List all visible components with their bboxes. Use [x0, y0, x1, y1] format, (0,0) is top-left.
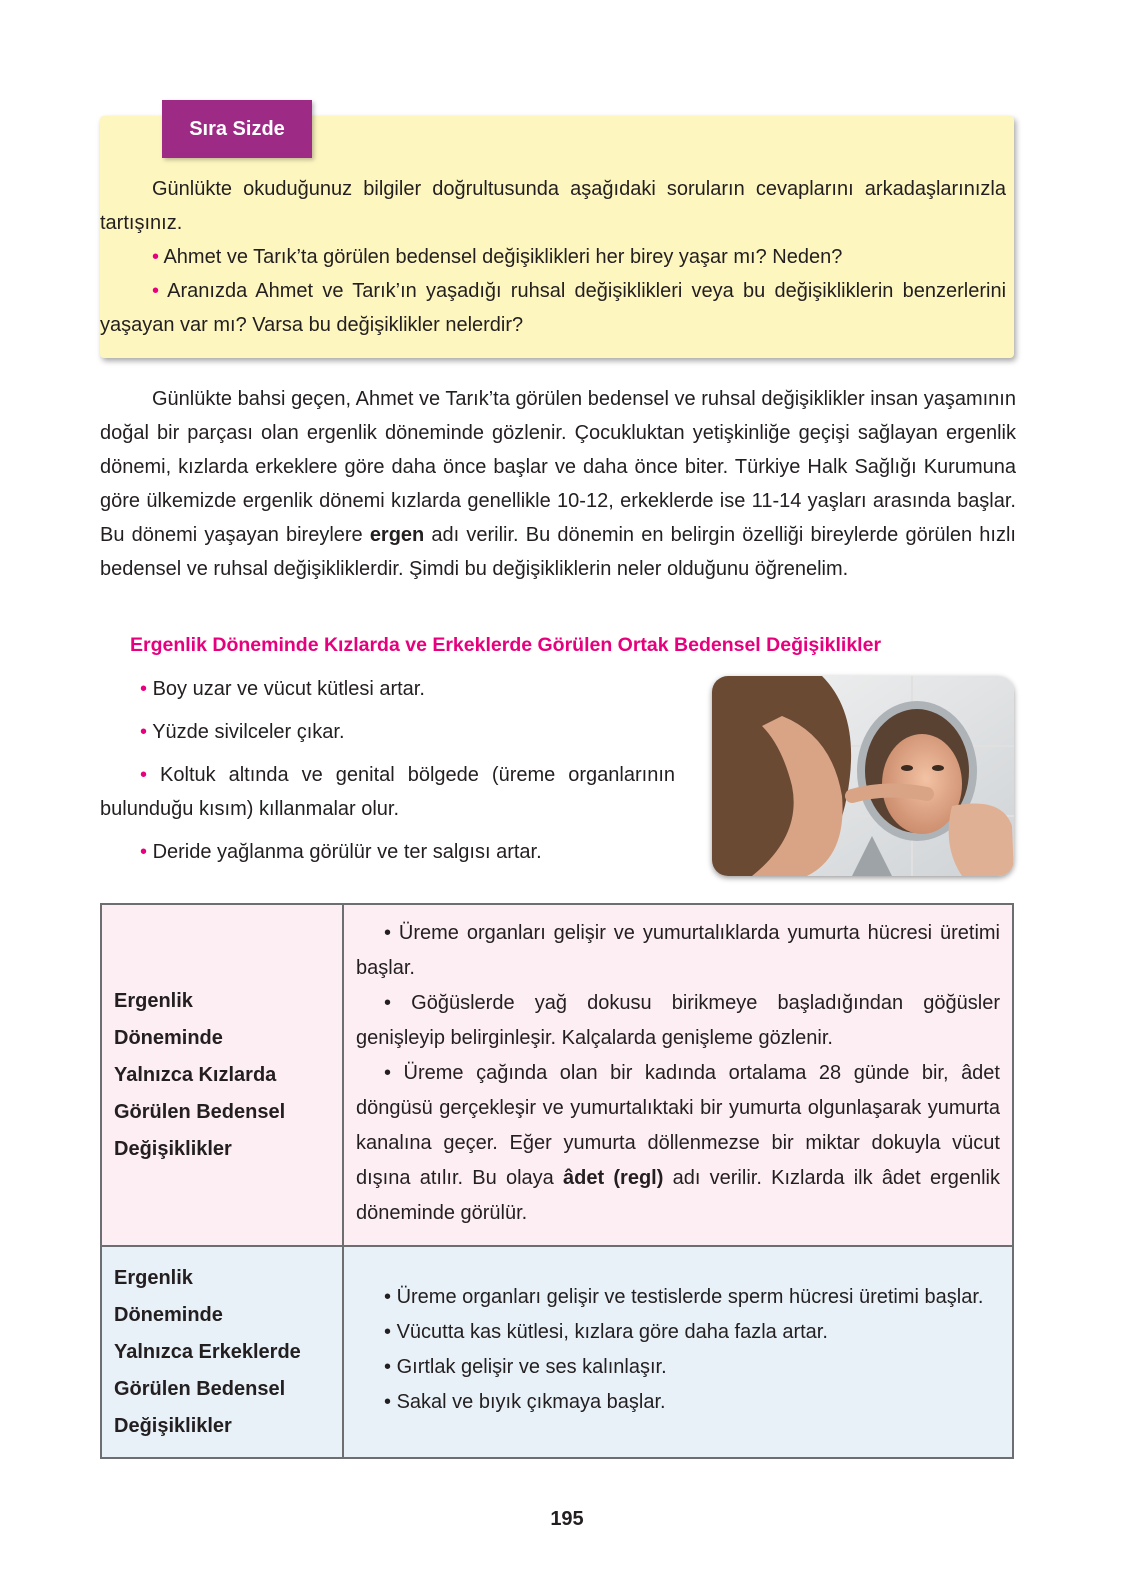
bullet-icon: • — [140, 764, 148, 786]
list-item: • Yüzde sivilceler çıkar. — [140, 721, 345, 743]
bullet-icon: • — [384, 1321, 392, 1343]
list-item: • Koltuk altında ve genital bölgede (üreme organlarının bulunduğu kısım) kıllanmalar olur. — [100, 764, 675, 820]
section-heading: Ergenlik Döneminde Kızlarda ve Erkeklerde Görülen Ortak Bedensel Değişiklikler — [130, 634, 882, 656]
boys-header-cell: Ergenlik Döneminde Yalnızca Erkeklerde Görülen Bedensel Değişiklikler — [101, 1246, 343, 1458]
sira-sizde-question-2: • Aranızda Ahmet ve Tarık’ın yaşadığı ruhsal değişiklikleri veya bu değişikliklerin benzerlerini yaşayan var mı? Varsa bu değişiklikler nelerdir? — [100, 280, 1007, 336]
sira-sizde-question-1: • Ahmet ve Tarık’ta görülen bedensel değişiklikleri her birey yaşar mı? Neden? — [152, 246, 843, 268]
list-item: • Üreme organları gelişir ve yumurtalıklarda yumurta hücresi üretimi başlar. — [356, 921, 1000, 979]
bold-term-adet: âdet (regl) — [563, 1166, 664, 1189]
sira-sizde-intro: Günlükte okuduğunuz bilgiler doğrultusunda aşağıdaki soruların cevaplarını arkadaşlarınızla tartışınız. — [100, 178, 1006, 234]
bullet-icon: • — [384, 1061, 392, 1084]
boys-content-cell — [343, 1246, 1013, 1458]
list-item: • Boy uzar ve vücut kütlesi artar. — [140, 678, 425, 700]
list-item: • Üreme çağında olan bir kadında ortalama 28 günde bir, âdet döngüsü gerçekleşir ve yumurtalıktaki bir yumurta olgunlaşarak yumurta kanalına geçer. Eğer yumurta döllenmezse bir miktar dokuyla vücut dışına atılır. Bu olaya âdet (regl) adı verilir. Kızlarda ilk âdet ergenlik döneminde görülür. — [356, 1061, 1001, 1224]
list-item: • Üreme organları gelişir ve testislerde sperm hücresi üretimi başlar. — [384, 1286, 984, 1308]
table-row-girls — [101, 904, 1013, 1246]
girls-header-cell: Ergenlik Döneminde Yalnızca Kızlarda Görülen Bedensel Değişiklikler — [101, 904, 343, 1246]
mirror-photo — [712, 676, 1014, 876]
common-changes-list — [100, 672, 675, 878]
sira-sizde-title: Sıra Sizde — [162, 100, 312, 158]
bullet-icon: • — [384, 1356, 392, 1378]
bullet-icon: • — [384, 991, 392, 1014]
list-item: • Sakal ve bıyık çıkmaya başlar. — [384, 1391, 666, 1413]
list-item: • Vücutta kas kütlesi, kızlara göre daha fazla artar. — [384, 1321, 828, 1343]
bullet-icon: • — [140, 721, 148, 743]
girls-content-cell — [343, 904, 1013, 1246]
sira-sizde-text — [100, 172, 1006, 342]
bullet-icon: • — [384, 921, 392, 944]
list-item: • Gırtlak gelişir ve ses kalınlaşır. — [384, 1356, 667, 1378]
bullet-icon: • — [152, 280, 160, 302]
list-item: • Göğüslerde yağ dokusu birikmeye başladığından göğüsler genişleyip belirginleşir. Kalçalarda genişleme gözlenir. — [356, 991, 1000, 1049]
changes-table — [100, 903, 1014, 1459]
bullet-icon: • — [140, 841, 148, 863]
table-row-boys — [101, 1246, 1013, 1458]
bullet-icon: • — [384, 1391, 392, 1413]
main-paragraph: Günlükte bahsi geçen, Ahmet ve Tarık’ta görülen bedensel ve ruhsal değişiklikler insan yaşamının doğal bir parçası olan ergenlik döneminde gözlenir. Çocukluktan yetişkinliğe geçişi sağlayan ergenlik dönemi, kızlarda erkeklere göre daha önce başlar ve daha önce biter. Türkiye Halk Sağlığı Kurumuna göre ülkemizde ergenlik dönemi kızlarda genellikle 10-12, erkeklerde ise 11-14 yaşları arasında başlar. Bu dönemi yaşayan bireylere ergen adı verilir. Bu dönemin en belirgin özelliği bireylerde görülen hızlı bedensel ve ruhsal değişikliklerdir. Şimdi bu değişikliklerin neler olduğunu öğrenelim. — [100, 388, 1016, 580]
bullet-icon: • — [140, 678, 148, 700]
list-item: • Deride yağlanma görülür ve ter salgısı artar. — [140, 841, 542, 863]
bullet-icon: • — [384, 1286, 392, 1308]
page-number: 195 — [550, 1508, 584, 1530]
bold-term-ergen: ergen — [369, 524, 425, 546]
bullet-icon: • — [152, 246, 160, 268]
